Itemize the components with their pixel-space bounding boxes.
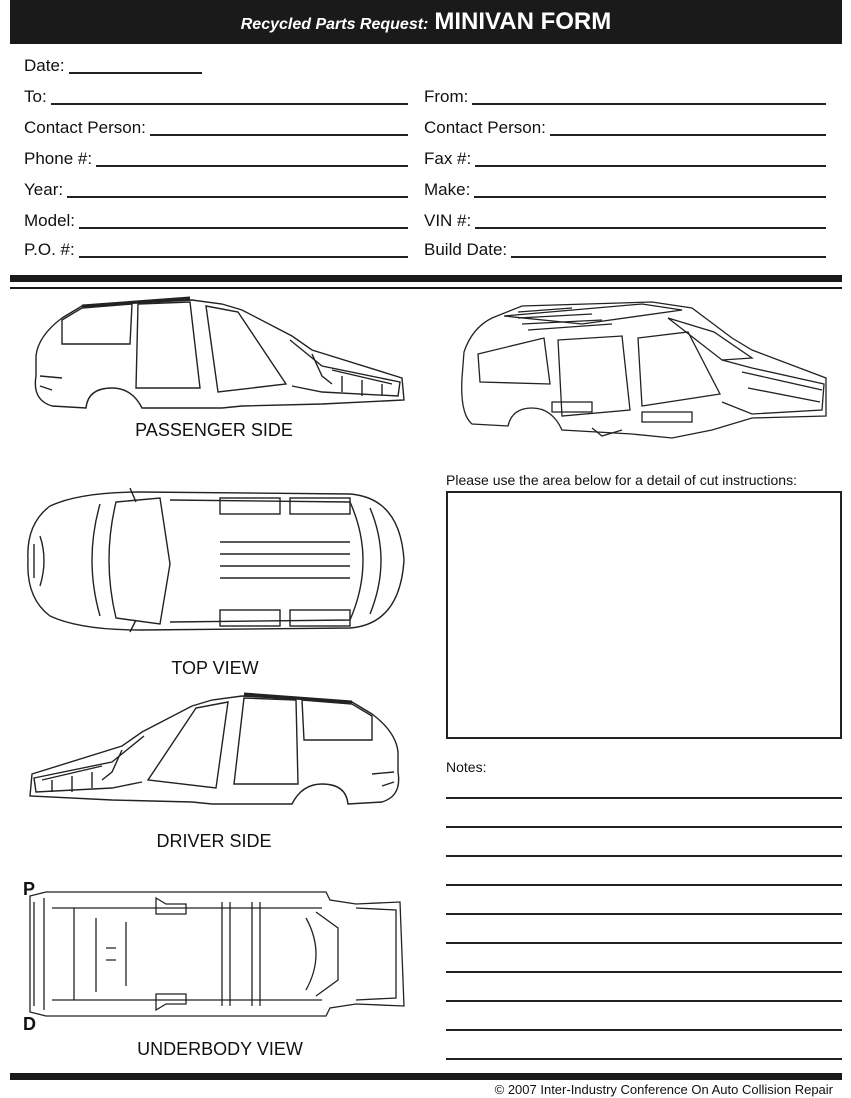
driver-side-drawing[interactable] <box>24 692 404 816</box>
year-label: Year: <box>24 180 64 199</box>
date-line <box>69 52 202 74</box>
passenger-side-caption: PASSENGER SIDE <box>135 420 293 440</box>
note-line[interactable] <box>446 855 842 857</box>
po-field[interactable] <box>24 240 408 262</box>
header-title: MINIVAN FORM <box>434 8 612 35</box>
passenger-side-drawing[interactable] <box>22 296 410 416</box>
note-line[interactable] <box>446 971 842 973</box>
po-label: P.O. #: <box>24 240 75 259</box>
fax-label: Fax #: <box>424 149 472 168</box>
cut-instructions-area[interactable] <box>446 491 842 739</box>
model-line <box>79 207 408 229</box>
from-line <box>472 83 826 105</box>
build-date-field[interactable] <box>424 240 826 262</box>
phone-line <box>96 145 408 167</box>
to-label: To: <box>24 87 47 106</box>
phone-field[interactable] <box>24 149 408 171</box>
fax-line <box>475 145 826 167</box>
fax-field[interactable] <box>424 149 826 171</box>
contact-person-right-line <box>550 114 826 136</box>
make-line <box>474 176 826 198</box>
date-label: Date: <box>24 56 65 75</box>
perspective-drawing[interactable] <box>452 298 832 444</box>
year-field[interactable] <box>24 180 408 202</box>
make-field[interactable] <box>424 180 826 202</box>
passenger-marker: P <box>23 879 36 899</box>
note-line[interactable] <box>446 1000 842 1002</box>
from-label: From: <box>424 87 469 106</box>
underbody-view-drawing[interactable] <box>26 888 406 1020</box>
note-line[interactable] <box>446 1058 842 1060</box>
note-line[interactable] <box>446 942 842 944</box>
section-divider-thin <box>10 287 842 289</box>
contact-person-left-label: Contact Person: <box>24 118 146 137</box>
cut-instructions-label: Please use the area below for a detail of cut instructions: <box>446 472 797 488</box>
vin-field[interactable] <box>424 211 826 233</box>
contact-person-right-field[interactable] <box>424 118 826 140</box>
vin-line <box>475 207 826 229</box>
contact-person-right-label: Contact Person: <box>424 118 546 137</box>
header-subtitle: Recycled Parts Request: <box>240 16 429 33</box>
to-field[interactable] <box>24 87 408 109</box>
contact-person-left-line <box>150 114 408 136</box>
form-header <box>10 0 842 44</box>
note-line[interactable] <box>446 797 842 799</box>
make-label: Make: <box>424 180 471 199</box>
note-line[interactable] <box>446 884 842 886</box>
build-date-line <box>511 236 826 258</box>
phone-label: Phone #: <box>24 149 93 168</box>
copyright-footer: © 2007 Inter-Industry Conference On Auto Collision Repair <box>494 1082 833 1097</box>
contact-person-left-field[interactable] <box>24 118 408 140</box>
driver-marker: D <box>23 1014 36 1034</box>
model-field[interactable] <box>24 211 408 233</box>
note-line[interactable] <box>446 913 842 915</box>
top-view-caption: TOP VIEW <box>171 658 259 678</box>
build-date-label: Build Date: <box>424 240 508 259</box>
from-field[interactable] <box>424 87 826 109</box>
po-line <box>79 236 408 258</box>
to-line <box>51 83 408 105</box>
year-line <box>67 176 408 198</box>
section-divider-thick <box>10 275 842 282</box>
note-line[interactable] <box>446 826 842 828</box>
date-field[interactable] <box>24 56 202 78</box>
vin-label: VIN #: <box>424 211 472 230</box>
notes-label: Notes: <box>446 759 487 775</box>
underbody-view-caption: UNDERBODY VIEW <box>137 1039 303 1059</box>
footer-divider <box>10 1073 842 1080</box>
model-label: Model: <box>24 211 76 230</box>
driver-side-caption: DRIVER SIDE <box>156 831 272 851</box>
note-line[interactable] <box>446 1029 842 1031</box>
top-view-drawing[interactable] <box>20 484 410 644</box>
